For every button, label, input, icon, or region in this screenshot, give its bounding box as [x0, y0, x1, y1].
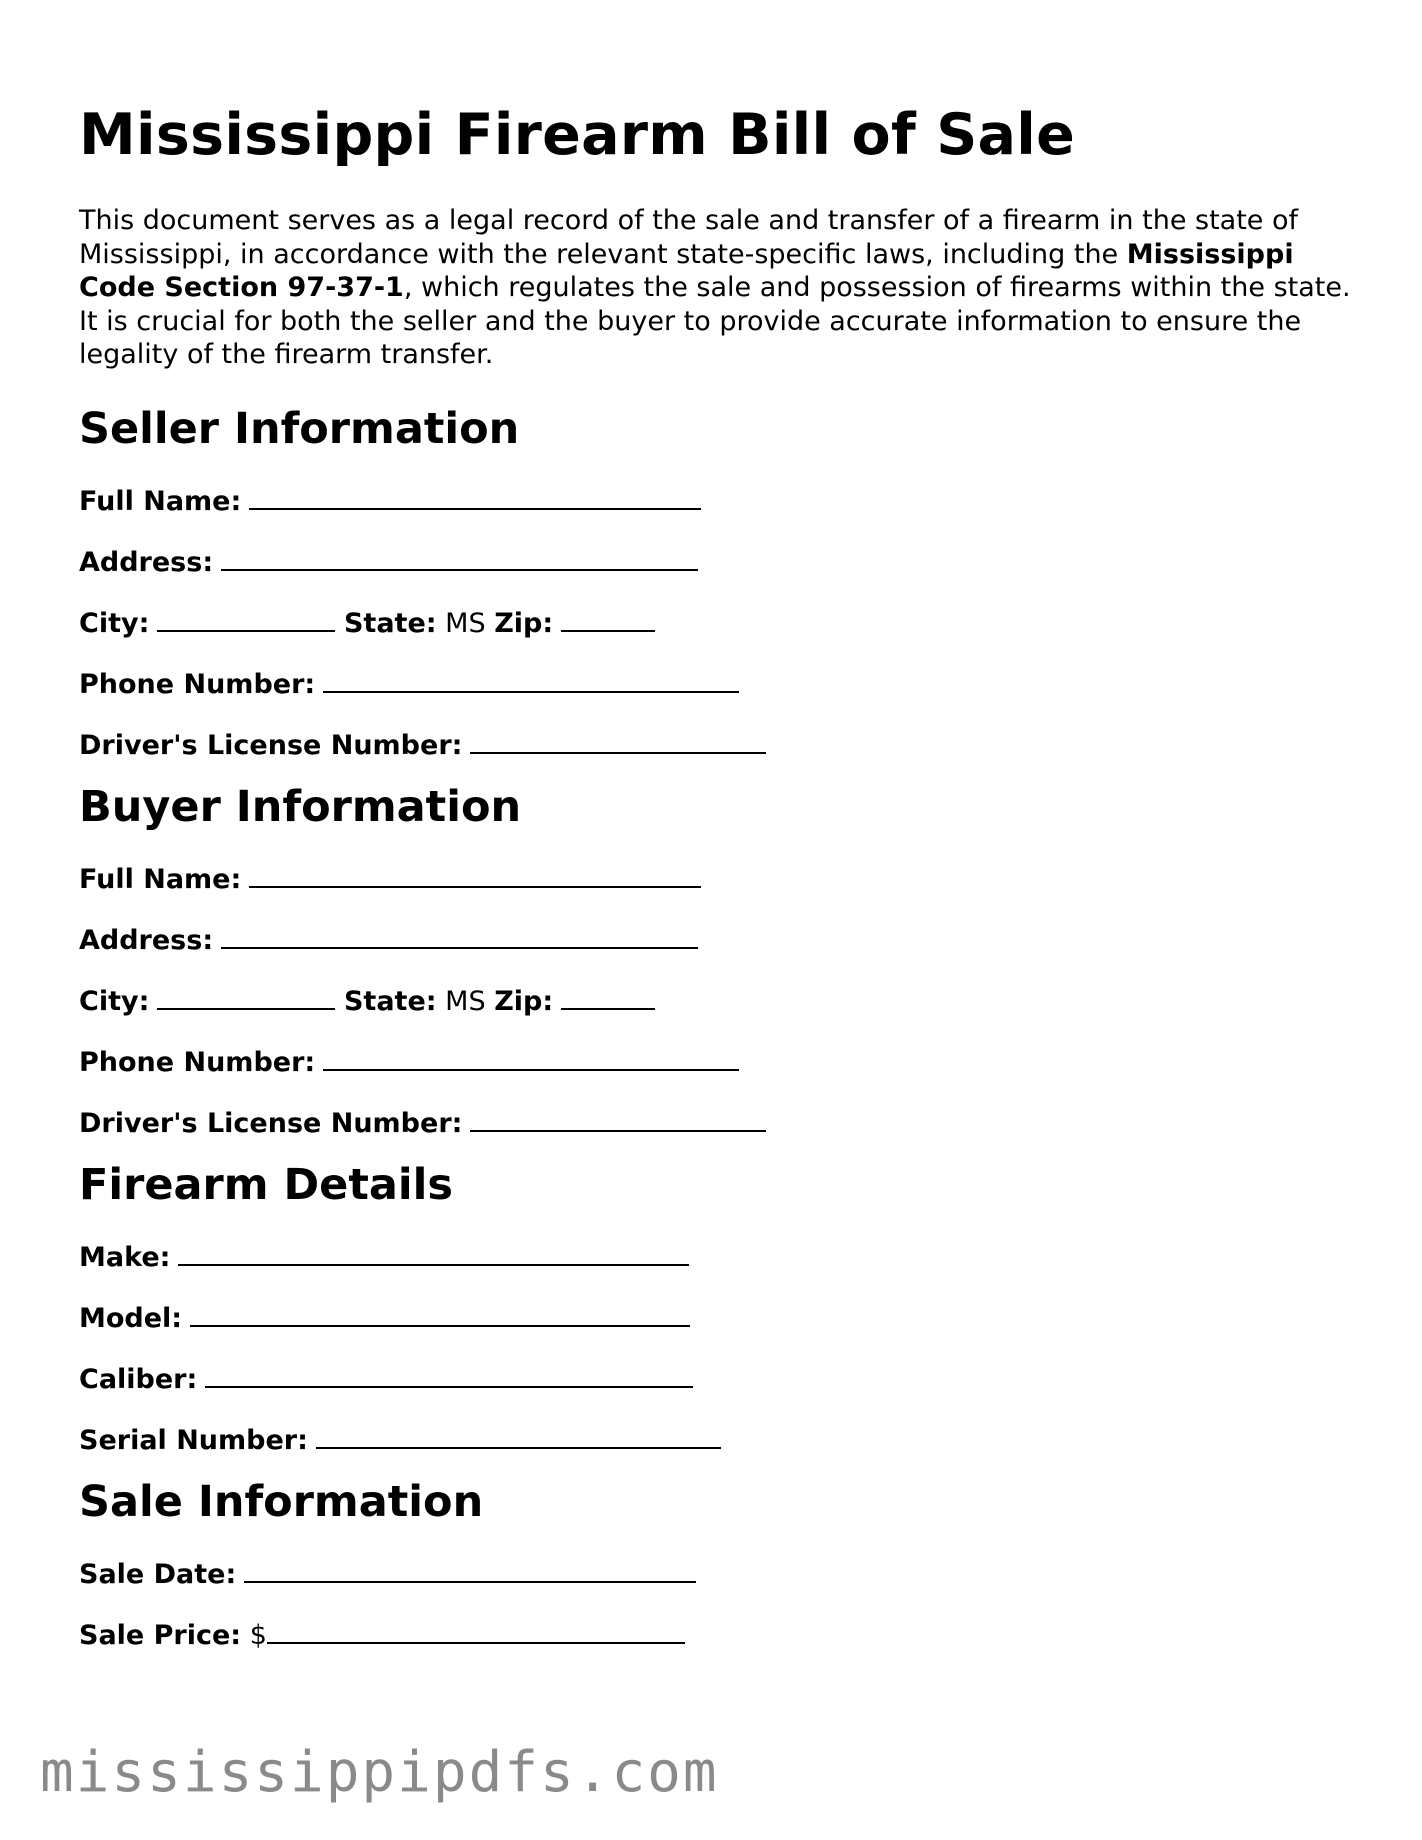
seller-city-field[interactable] [157, 604, 335, 632]
seller-license-row [79, 726, 1359, 760]
firearm-model-field[interactable] [190, 1299, 690, 1327]
buyer-full-name-row [79, 860, 1359, 894]
firearm-model-label: Model: [79, 1302, 183, 1334]
buyer-address-row [79, 921, 1359, 955]
firearm-make-label: Make: [79, 1241, 171, 1273]
seller-license-label: Driver's License Number: [79, 729, 463, 761]
buyer-heading: Buyer Information [79, 781, 522, 832]
buyer-license-row [79, 1104, 1359, 1138]
buyer-city-label: City: [79, 985, 150, 1017]
buyer-city-state-zip-row [79, 982, 1359, 1016]
buyer-license-field[interactable] [470, 1104, 766, 1132]
firearm-heading: Firearm Details [79, 1159, 453, 1210]
seller-address-label: Address: [79, 546, 214, 578]
buyer-address-field[interactable] [221, 921, 698, 949]
buyer-phone-field[interactable] [323, 1043, 739, 1071]
sale-date-label: Sale Date: [79, 1558, 237, 1590]
firearm-section [79, 1160, 1359, 1455]
seller-address-field[interactable] [221, 543, 698, 571]
intro-text-1: This document serves as a legal record of the sale and transfer of a firearm in the state of Mississippi, in accordance with the relevant state-specific laws, including the [79, 205, 1299, 270]
sale-section [79, 1477, 1359, 1650]
sale-date-row [79, 1555, 1359, 1589]
buyer-license-label: Driver's License Number: [79, 1107, 463, 1139]
firearm-serial-field[interactable] [316, 1421, 721, 1449]
intro-text-2: , which regulates the sale and possession of firearms within the state. It is crucial for both the seller and the buyer to provide accurate information to ensure the legality of the firearm transfer. [79, 272, 1351, 370]
firearm-make-field[interactable] [178, 1238, 689, 1266]
seller-full-name-label: Full Name: [79, 485, 242, 517]
seller-heading: Seller Information [79, 403, 520, 454]
buyer-full-name-field[interactable] [249, 860, 701, 888]
buyer-city-field[interactable] [157, 982, 335, 1010]
buyer-zip-label: Zip: [494, 985, 554, 1017]
sale-price-field[interactable] [267, 1616, 685, 1644]
seller-phone-label: Phone Number: [79, 668, 316, 700]
firearm-caliber-field[interactable] [205, 1360, 693, 1388]
seller-city-state-zip-row [79, 604, 1359, 638]
seller-full-name-field[interactable] [249, 482, 701, 510]
buyer-state-value: MS [445, 985, 486, 1017]
document-page [79, 98, 1359, 1650]
seller-license-field[interactable] [470, 726, 766, 754]
buyer-zip-field[interactable] [561, 982, 655, 1010]
buyer-section [79, 782, 1359, 1138]
seller-zip-label: Zip: [494, 607, 554, 639]
seller-full-name-row [79, 482, 1359, 516]
intro-code-reference: Mississippi Code Section 97-37-1 [79, 238, 1294, 303]
seller-city-label: City: [79, 607, 150, 639]
firearm-model-row [79, 1299, 1359, 1333]
buyer-state-label: State: [343, 985, 437, 1017]
document-title: Mississippi Firearm Bill of Sale [79, 102, 1076, 168]
seller-zip-field[interactable] [561, 604, 655, 632]
buyer-phone-row [79, 1043, 1359, 1077]
firearm-make-row [79, 1238, 1359, 1272]
firearm-caliber-row [79, 1360, 1359, 1394]
buyer-full-name-label: Full Name: [79, 863, 242, 895]
sale-date-field[interactable] [244, 1555, 696, 1583]
sale-heading: Sale Information [79, 1476, 484, 1527]
firearm-serial-row [79, 1421, 1359, 1455]
watermark: mississippipdfs.com [40, 1740, 719, 1805]
seller-section [79, 404, 1359, 760]
seller-address-row [79, 543, 1359, 577]
currency-symbol: $ [249, 1619, 267, 1651]
intro-paragraph [79, 204, 1354, 372]
seller-phone-field[interactable] [323, 665, 739, 693]
buyer-address-label: Address: [79, 924, 214, 956]
seller-state-label: State: [343, 607, 437, 639]
seller-phone-row [79, 665, 1359, 699]
firearm-serial-label: Serial Number: [79, 1424, 308, 1456]
sale-price-label: Sale Price: [79, 1619, 242, 1651]
buyer-phone-label: Phone Number: [79, 1046, 316, 1078]
firearm-caliber-label: Caliber: [79, 1363, 198, 1395]
sale-price-row [79, 1616, 1359, 1650]
seller-state-value: MS [445, 607, 486, 639]
